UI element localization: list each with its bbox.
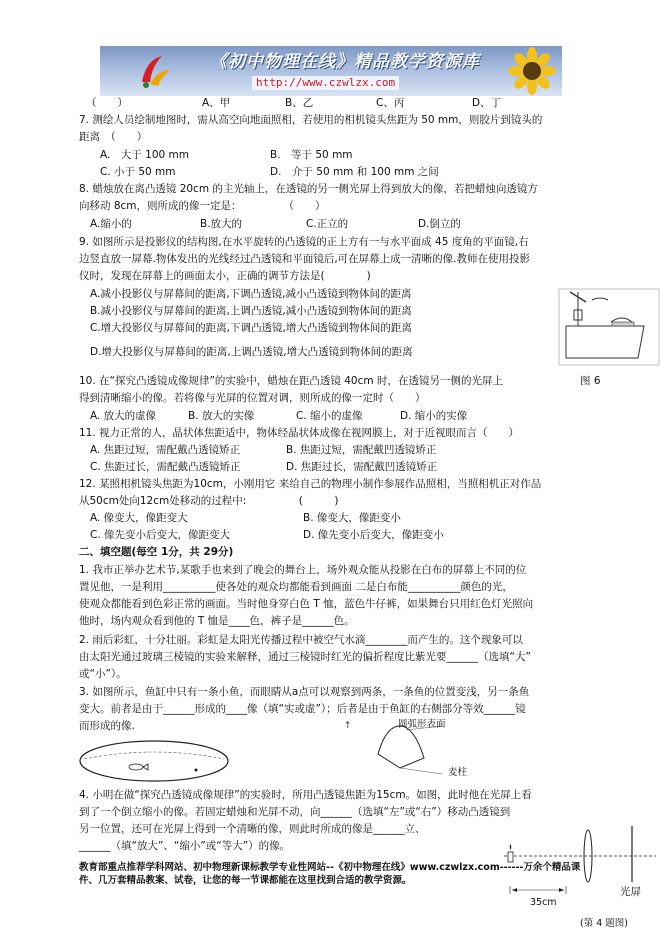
banner-url[interactable]: http://www.czwlzx.com <box>252 76 399 90</box>
q12-option-d: D. 像先变小后变大，像距变小 <box>303 529 444 541</box>
post-label: 麦柱 <box>448 767 468 778</box>
q9-option-a: A.减小投影仪与屏幕间的距离,下调凸透镜,减小凸透镜到物体间的距离 <box>90 288 412 300</box>
svg-text:↑: ↑ <box>344 721 352 731</box>
fill-q2-line-1: 2. 雨后彩虹，十分壮丽。彩虹是太阳光传播过程中被空气水滴________而产生的。这个现象可以 <box>79 634 523 646</box>
q6-option-b: B、乙 <box>285 97 314 109</box>
header-banner <box>100 46 562 96</box>
q8-option-a: A.缩小的 <box>90 218 132 230</box>
fill-q4-line-3: 另一位置，还可在光屏上得到一个清晰的像，则此时所成的像是______立、 <box>79 823 426 835</box>
q8-stem-2: 向移动 8cm，则所成的像一定是： （ ） <box>79 200 326 212</box>
q11-option-a: A. 焦距过短，需配戴凸透镜矫正 <box>90 444 241 456</box>
q8-option-d: D.倒立的 <box>418 218 461 230</box>
q7-option-d: D. 介于 50 mm 和 100 mm 之间 <box>270 166 439 178</box>
q4-figure-caption: (第 4 题图) <box>580 918 628 929</box>
footer-line-1: 教育部重点推荐学科网站、初中物理新课标教学专业性网站--《初中物理在线》www.czwlzx.com------万余个精品课 <box>79 862 581 873</box>
footer-line-2: 件、几万套精品教案、试卷，让您的每一节课都能在这里找到合适的教学资源。 <box>79 875 412 886</box>
q11-stem: 11. 视力正常的人，晶状体焦距适中，物体经晶状体成像在视网膜上，对于近视眼而言（ ） <box>79 427 520 439</box>
q8-stem-1: 8. 蜡烛放在离凸透镜 20cm 的主光轴上，在透镜的另一侧光屏上得到放大的像，若把蜡烛向透镜方 <box>79 183 538 195</box>
fill-q1-line-4: 他时，场内观众看到他的 T 恤是____色，裤子是______色。 <box>79 615 355 627</box>
q7-stem-1: 7. 测绘人员绘制地图时，需从高空向地面照相，若使用的相机镜头焦距为 50 mm，则胶片到镜头的 <box>79 114 543 126</box>
q10-option-d: D. 缩小的实像 <box>400 410 468 422</box>
q9-stem-3: 仪时，发现在屏幕上的画面太小，正确的调节方法是( ) <box>79 270 371 282</box>
fill-q1-line-3: 使观众都能看到色彩正常的画面。当时他身穿白色 T 恤，蓝色牛仔裤，如果舞台只用红色灯光照向 <box>79 598 534 610</box>
q10-figure-label: 图 6 <box>580 375 601 387</box>
q9-option-d: D.增大投影仪与屏幕间的距离,上调凸透镜,增大凸透镜到物体间的距离 <box>90 346 413 358</box>
q9-option-c: C.增大投影仪与屏幕间的距离,下调凸透镜,增大凸透镜到物体间的距离 <box>90 322 412 334</box>
q6-option-d: D、丁 <box>472 97 502 109</box>
fill-q3-line-3: 而形成的像. <box>79 720 135 732</box>
section-fill-blank-title: 二、填空题(每空 1分，共 29分) <box>79 546 234 558</box>
q6-option-a: A、甲 <box>202 97 231 109</box>
fish-tank-figure <box>76 737 236 785</box>
q10-stem-2: 得到清晰缩小的像。若将像与光屏的位置对调，则所成的像一定时（ ） <box>79 392 426 404</box>
q12-stem-1: 12. 某照相机镜头焦距为10cm，小刚用它 来给自己的物理小制作参展作品照相，当照相机正对作品 <box>79 478 542 490</box>
q11-option-c: C. 焦距过长，需配戴凸透镜矫正 <box>90 461 241 473</box>
q7-option-a: A. 大于 100 mm <box>100 149 190 161</box>
q7-option-c: C. 小于 50 mm <box>100 166 176 178</box>
q8-option-c: C.正立的 <box>306 218 349 230</box>
q7-option-b: B. 等于 50 mm <box>270 149 353 161</box>
q6-option-c: C、丙 <box>376 97 405 109</box>
fill-q3-line-2: 变大。前者是由于______形成的____像（填“实或虚”）；后者是由于鱼缸的右侧部分等效______镜 <box>79 703 526 715</box>
q7-stem-2: 距离 （ ） <box>79 131 148 143</box>
fill-q1-line-2: 置见他，一是利用__________使各处的观众均都能看到画面 二是白布能__________颜色的光， <box>79 581 513 593</box>
projector-figure <box>556 286 661 366</box>
q12-option-b: B. 像变大，像距变小 <box>303 512 401 524</box>
fill-q3-line-1: 3. 如图所示，鱼缸中只有一条小鱼，而眼睛从a点可以观察到两条，一条鱼的位置变浅，另一条鱼 <box>79 686 530 698</box>
q10-stem-1: 10. 在“探究凸透镜成像规律”的实验中，蜡烛在距凸透镜 40cm 时，在透镜另一侧的光屏上 <box>79 375 503 387</box>
fill-q2-line-2: 由太阳光通过玻璃三棱镜的实验来解释，通过三棱镜时红光的偏折程度比紫光要______（选填“大” <box>79 651 531 663</box>
q10-option-c: C. 缩小的虚像 <box>296 410 363 422</box>
site-logo-icon <box>136 52 174 90</box>
light-screen-label: 光屏 <box>620 886 641 898</box>
fill-q4-line-1: 4. 小明在做“探究凸透镜成像规律”的实验时，所用凸透镜焦距为15cm。如图，此时他在光屏上看 <box>79 789 532 801</box>
sunflower-icon <box>504 49 560 93</box>
q9-stem-2: 边竖直放一屏幕.物体发出的光线经过凸透镜和平面镜后,可在屏幕上成一清晰的像.教师在使用投影 <box>79 253 531 265</box>
fill-q4-line-4: ______（填“放大”、“缩小”或“等大”）的像。 <box>79 840 291 852</box>
arc-surface-label: 圆弧形表面 <box>398 719 446 730</box>
q6-blank: （ ） <box>86 97 128 109</box>
q11-option-d: D. 焦距过长，需配戴凹透镜矫正 <box>286 461 438 473</box>
q9-option-b: B.减小投影仪与屏幕间的距离,上调凸透镜,减小凸透镜到物体间的距离 <box>90 305 412 317</box>
q8-option-b: B.放大的 <box>200 218 243 230</box>
q10-option-b: B. 放大的实像 <box>188 410 255 422</box>
q12-stem-2: 从50cm处向12cm处移动的过程中: ( ) <box>79 495 339 507</box>
distance-label: 35cm <box>530 897 557 908</box>
q9-stem-1: 9. 如图所示是投影仪的结构图,在水平旋转的凸透镜的正上方有一与水平面成 45 度角的平面镜,右 <box>79 236 529 248</box>
q11-option-b: B. 焦距过短，需配戴凹透镜矫正 <box>286 444 437 456</box>
fill-q1-line-1: 1. 我市正举办艺术节,某歌手也来到了晚会的舞台上，场外观众能从投影在白布的屏幕上不同的位 <box>79 564 527 576</box>
q12-option-c: C. 像先变小后变大，像距变大 <box>90 529 231 541</box>
fill-q4-line-2: 到了一个倒立缩小的像。若固定蜡烛和光屏不动，向______（选填“左”或“右”）移动凸透镜到 <box>79 806 511 818</box>
fill-q2-line-3: 或“小”）。 <box>79 668 127 680</box>
q12-option-a: A. 像变大，像距变大 <box>90 512 188 524</box>
banner-title: 《初中物理在线》精品教学资源库 <box>210 52 480 72</box>
q10-option-a: A. 放大的虚像 <box>90 410 157 422</box>
